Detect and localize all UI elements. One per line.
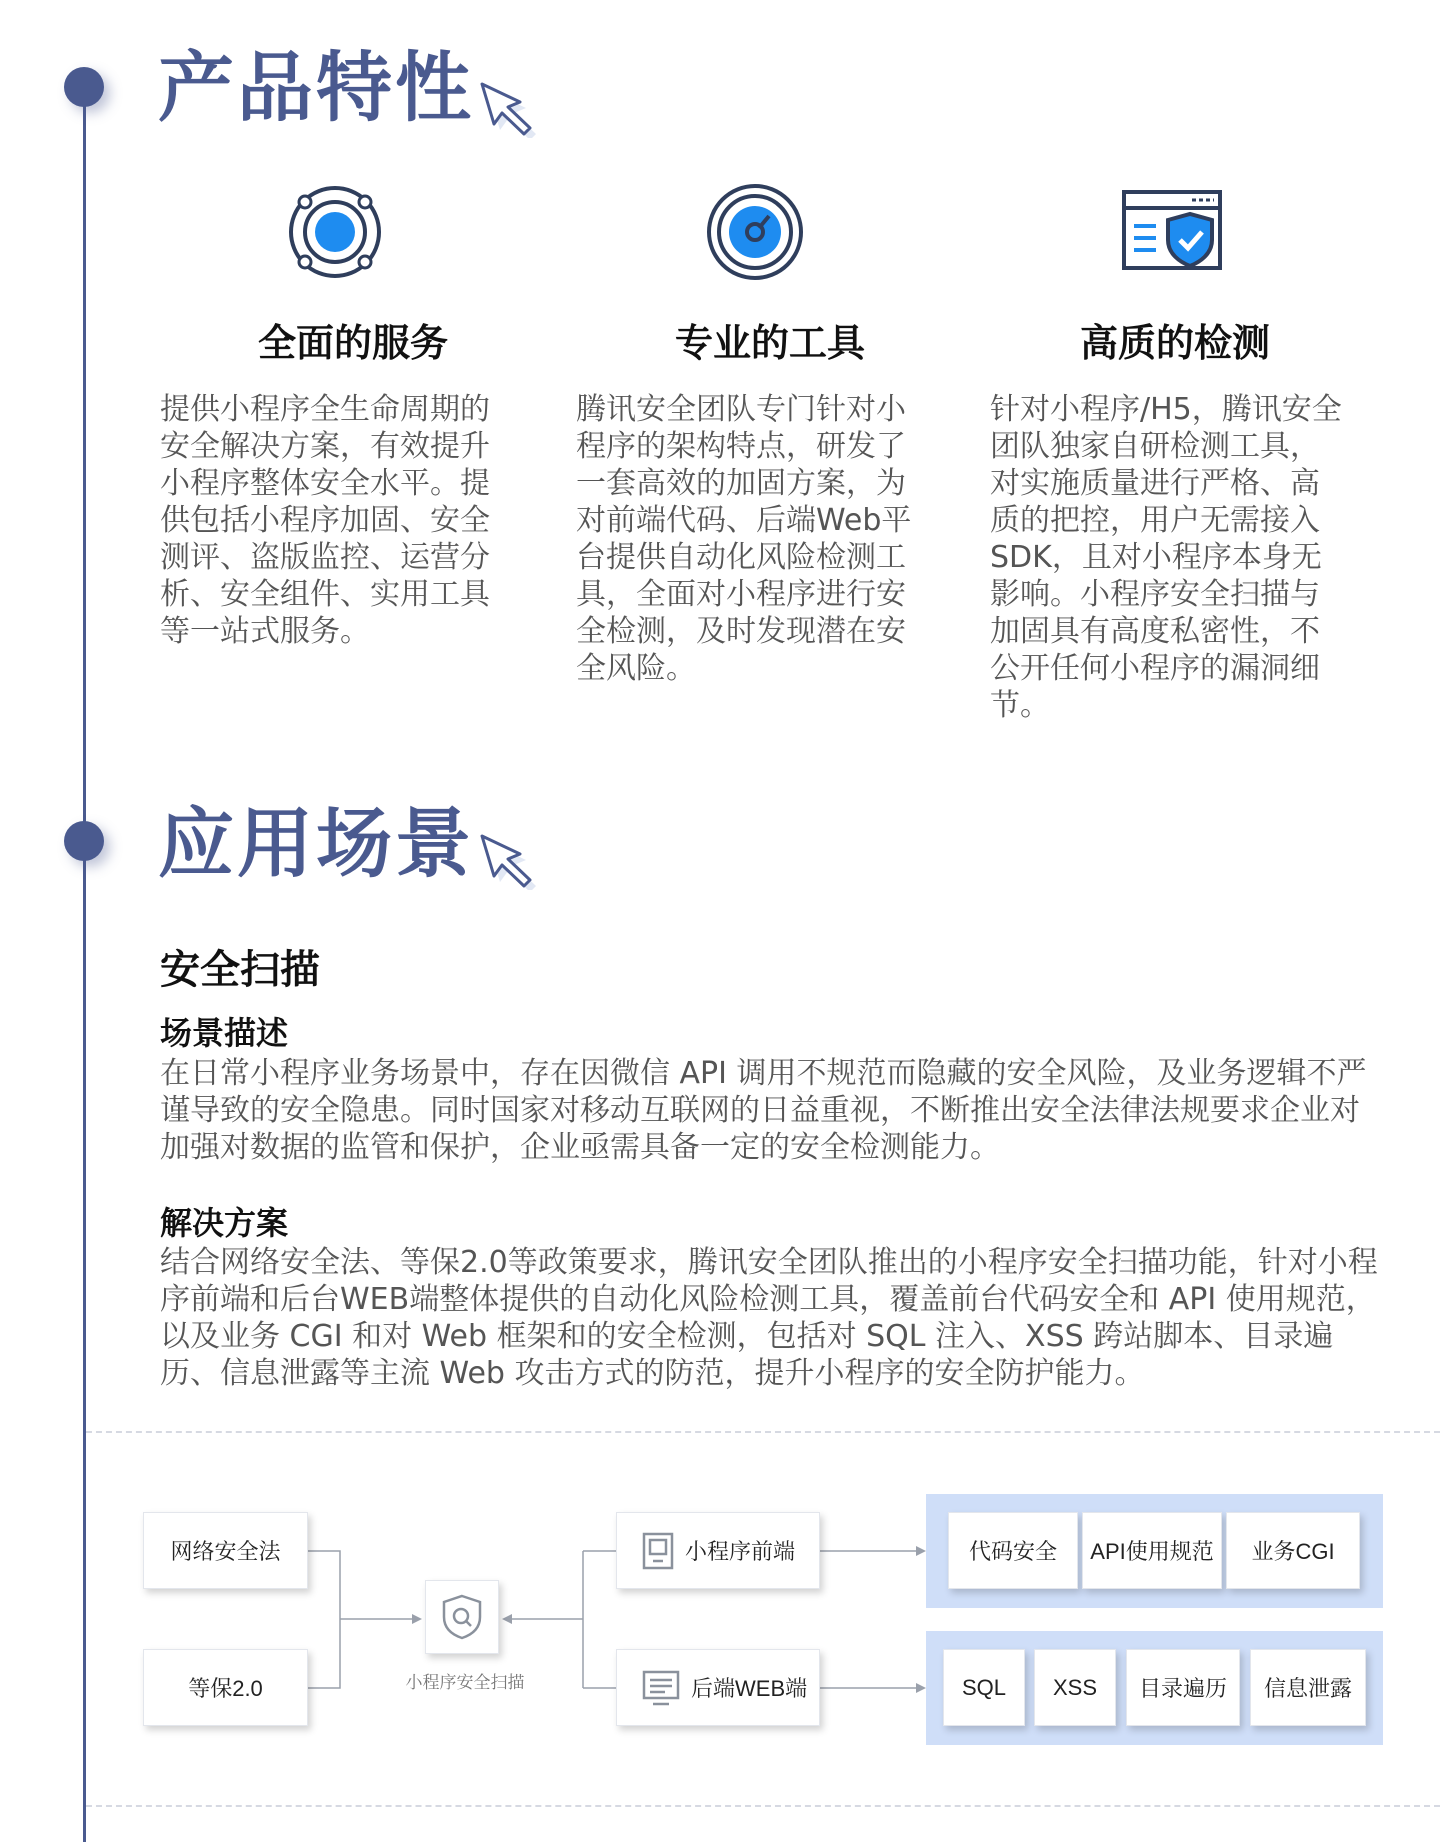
cursor-arrow-icon — [478, 832, 546, 890]
shield-window-icon — [1120, 180, 1224, 284]
solution-label: 解决方案 — [160, 1204, 289, 1242]
section-title-scenarios: 应用场景 — [158, 799, 474, 888]
feature-title: 全面的服务 — [257, 321, 448, 365]
feature-description: 针对小程序/H5，腾讯安全团队独家自研检测工具，对实施质量进行严格、高质的把控，用户无需接入SDK，且对小程序本身无影响。小程序安全扫描与加固具有高度私密性，不公开任何小程序的漏洞细节。 — [990, 392, 1342, 723]
divider — [86, 1805, 1440, 1807]
bullseye-icon — [703, 180, 807, 284]
solution-text: 结合网络安全法、等保2.0等政策要求，腾讯安全团队推出的小程序安全扫描功能，针对小程序前端和后台WEB端整体提供的自动化风险检测工具，覆盖前台代码安全和 API 使用规范，以及业务 CGI 和对 Web 框架和的安全检测，包括对 SQL 注入、XSS 跨站脚本、目录遍历、信息泄露等主流 Web 攻击方式的防范，提升小程序的安全防护能力。 — [160, 1245, 1378, 1391]
check-box: 代码安全 — [948, 1512, 1078, 1589]
feature-title: 高质的检测 — [1079, 321, 1270, 365]
scenario-desc-label: 场景描述 — [160, 1014, 289, 1052]
target-label: 后端WEB端 — [691, 1676, 808, 1701]
check-box: SQL — [943, 1649, 1025, 1726]
scenario-name: 安全扫描 — [160, 947, 320, 993]
shield-search-icon — [440, 1593, 484, 1641]
input-box: 网络安全法 — [143, 1512, 308, 1589]
timeline-dot — [64, 821, 104, 861]
check-box: XSS — [1034, 1649, 1116, 1726]
scenario-desc-text: 在日常小程序业务场景中，存在因微信 API 调用不规范而隐藏的安全风险，及业务逻辑不严谨导致的安全隐患。同时国家对移动互联网的日益重视，不断推出安全法律法规要求企业对加强对数据的监管和保护，企业亟需具备一定的安全检测能力。 — [160, 1056, 1367, 1165]
check-box: API使用规范 — [1082, 1512, 1222, 1589]
check-box: 信息泄露 — [1250, 1649, 1366, 1726]
check-box: 目录遍历 — [1126, 1649, 1240, 1726]
target-box-backend — [616, 1649, 820, 1726]
target-ring-icon — [283, 180, 387, 284]
divider — [86, 1431, 1440, 1433]
input-box: 等保2.0 — [143, 1649, 308, 1726]
feature-description: 腾讯安全团队专门针对小程序的架构特点，研发了一套高效的加固方案，为对前端代码、后端Web平台提供自动化风险检测工具，全面对小程序进行安全检测，及时发现潜在安全风险。 — [576, 392, 912, 686]
check-box: 业务CGI — [1226, 1512, 1360, 1589]
scanner-label: 小程序安全扫描 — [405, 1673, 525, 1692]
feature-description: 提供小程序全生命周期的安全解决方案，有效提升小程序整体安全水平。提供包括小程序加固、安全测评、盗版监控、运营分析、安全组件、实用工具等一站式服务。 — [160, 392, 490, 649]
monitor-icon — [641, 1669, 681, 1707]
timeline-line — [83, 86, 86, 1842]
target-label: 小程序前端 — [685, 1539, 796, 1564]
section-title-features: 产品特性 — [158, 43, 474, 132]
scanner-node — [425, 1580, 499, 1654]
cursor-arrow-icon — [478, 80, 546, 138]
feature-title: 专业的工具 — [674, 321, 865, 365]
phone-icon — [641, 1531, 675, 1571]
target-box-frontend — [616, 1512, 820, 1589]
timeline-dot — [64, 67, 104, 107]
